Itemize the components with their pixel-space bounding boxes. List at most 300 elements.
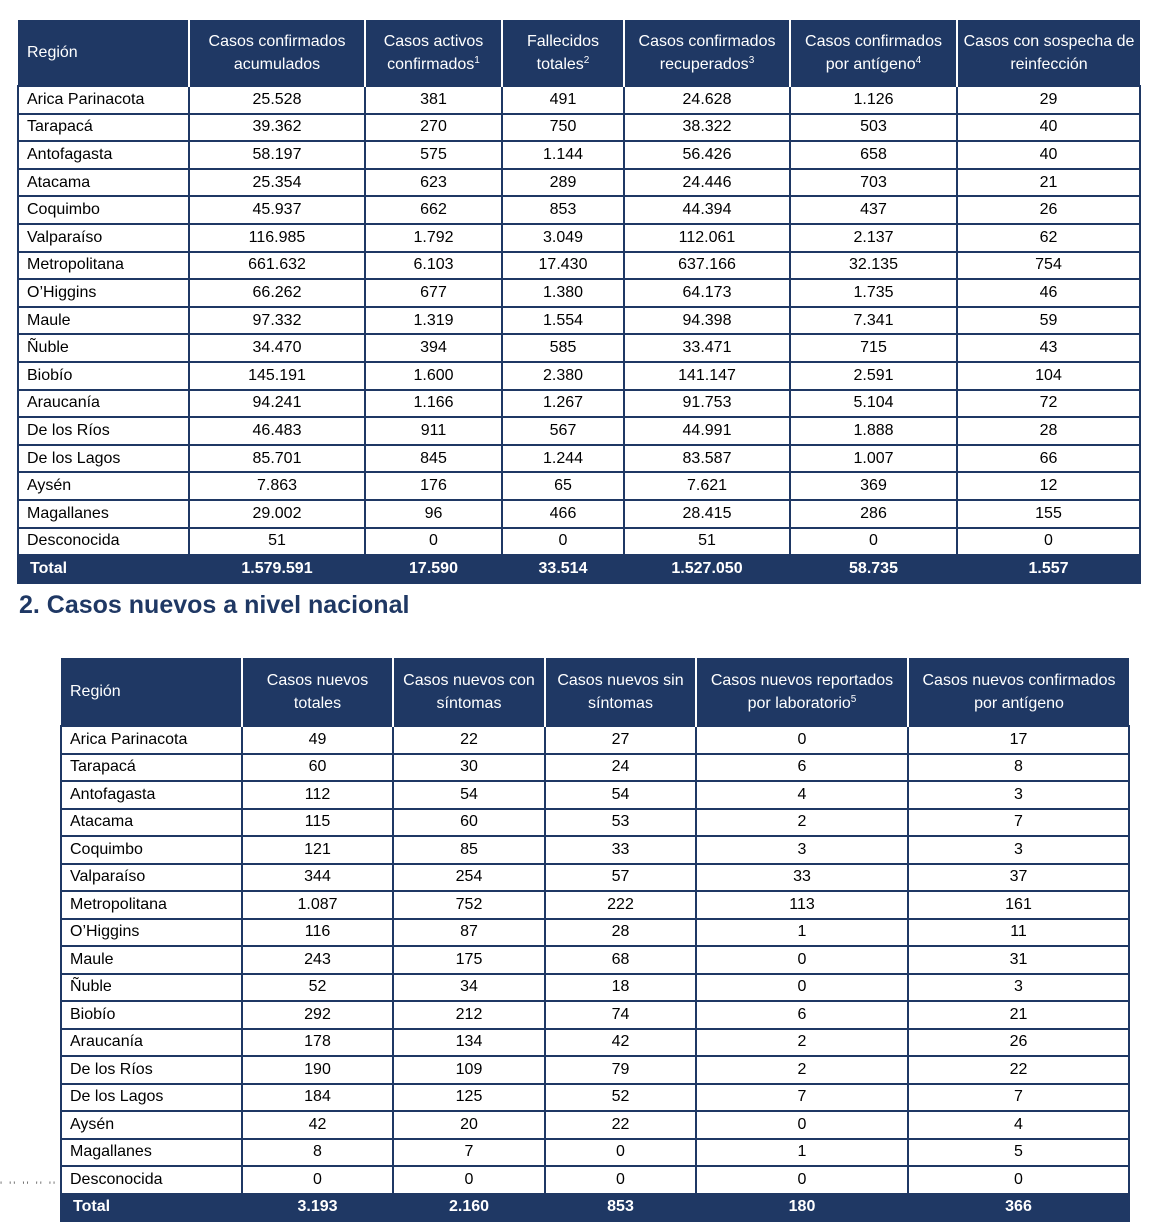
value-cell: 59 (957, 307, 1140, 335)
column-header (696, 658, 908, 726)
value-cell: 49 (242, 726, 393, 754)
column-header (957, 20, 1140, 86)
footnote-marker: 2 (583, 54, 590, 66)
region-cell: Magallanes (61, 1139, 242, 1167)
value-cell: 26 (957, 196, 1140, 224)
value-cell: 178 (242, 1029, 393, 1057)
value-cell: 56.426 (624, 141, 790, 169)
table-row (18, 307, 1140, 335)
table-row (18, 169, 1140, 197)
value-cell: 662 (365, 196, 502, 224)
table-row (18, 500, 1140, 528)
value-cell: 116.985 (189, 224, 365, 252)
table-row (18, 252, 1140, 280)
table-header-row (61, 658, 1129, 726)
table-row (61, 864, 1129, 892)
value-cell: 145.191 (189, 362, 365, 390)
value-cell: 42 (242, 1111, 393, 1139)
column-header-region (61, 658, 242, 726)
value-cell: 60 (242, 754, 393, 782)
value-cell: 394 (365, 334, 502, 362)
value-cell: 51 (624, 528, 790, 556)
column-header (365, 20, 502, 86)
value-cell: 344 (242, 864, 393, 892)
value-cell: 270 (365, 114, 502, 142)
region-cell: Tarapacá (61, 754, 242, 782)
total-value: 1.579.591 (189, 555, 365, 583)
value-cell: 43 (957, 334, 1140, 362)
value-cell: 1.600 (365, 362, 502, 390)
value-cell: 44.991 (624, 417, 790, 445)
value-cell: 12 (957, 472, 1140, 500)
value-cell: 466 (502, 500, 624, 528)
value-cell: 0 (957, 528, 1140, 556)
footnote-cut-off: ' '' '' '' '' (0, 1180, 58, 1192)
value-cell: 141.147 (624, 362, 790, 390)
value-cell: 11 (908, 919, 1129, 947)
value-cell: 7 (393, 1139, 545, 1167)
value-cell: 3 (908, 836, 1129, 864)
value-cell: 2.380 (502, 362, 624, 390)
column-header (624, 20, 790, 86)
column-header (242, 658, 393, 726)
table-row (61, 1139, 1129, 1167)
value-cell: 2 (696, 809, 908, 837)
value-cell: 6 (696, 1001, 908, 1029)
region-cell: Magallanes (18, 500, 189, 528)
value-cell: 27 (545, 726, 696, 754)
total-value: 2.160 (393, 1194, 545, 1222)
value-cell: 52 (242, 974, 393, 1002)
column-header-label: Fallecidos totales (526, 32, 600, 73)
value-cell: 289 (502, 169, 624, 197)
value-cell: 1.244 (502, 445, 624, 473)
value-cell: 25.354 (189, 169, 365, 197)
value-cell: 7.621 (624, 472, 790, 500)
region-cell: Valparaíso (18, 224, 189, 252)
value-cell: 254 (393, 864, 545, 892)
value-cell: 243 (242, 946, 393, 974)
value-cell: 715 (790, 334, 957, 362)
table-row (18, 445, 1140, 473)
value-cell: 52 (545, 1084, 696, 1112)
value-cell: 94.241 (189, 390, 365, 418)
column-header-label: Región (70, 683, 121, 700)
value-cell: 112 (242, 781, 393, 809)
value-cell: 94.398 (624, 307, 790, 335)
value-cell: 65 (502, 472, 624, 500)
table-row (61, 1084, 1129, 1112)
column-header (189, 20, 365, 86)
value-cell: 161 (908, 891, 1129, 919)
value-cell: 845 (365, 445, 502, 473)
total-value: 180 (696, 1194, 908, 1222)
region-cell: Desconocida (61, 1166, 242, 1194)
new-cases-table (60, 658, 1130, 1222)
value-cell: 44.394 (624, 196, 790, 224)
value-cell: 53 (545, 809, 696, 837)
value-cell: 33 (545, 836, 696, 864)
value-cell: 1.087 (242, 891, 393, 919)
region-cell: Araucanía (61, 1029, 242, 1057)
value-cell: 7.341 (790, 307, 957, 335)
region-cell: Antofagasta (61, 781, 242, 809)
value-cell: 0 (696, 726, 908, 754)
region-cell: Coquimbo (61, 836, 242, 864)
value-cell: 58.197 (189, 141, 365, 169)
value-cell: 104 (957, 362, 1140, 390)
value-cell: 33 (696, 864, 908, 892)
value-cell: 83.587 (624, 445, 790, 473)
column-header-label: Casos nuevos totales (266, 671, 369, 712)
value-cell: 79 (545, 1056, 696, 1084)
value-cell: 112.061 (624, 224, 790, 252)
table-row (18, 334, 1140, 362)
value-cell: 57 (545, 864, 696, 892)
value-cell: 1.007 (790, 445, 957, 473)
region-cell: Arica Parinacota (61, 726, 242, 754)
value-cell: 0 (696, 1111, 908, 1139)
value-cell: 0 (502, 528, 624, 556)
total-value: 58.735 (790, 555, 957, 583)
value-cell: 60 (393, 809, 545, 837)
value-cell: 85 (393, 836, 545, 864)
value-cell: 68 (545, 946, 696, 974)
column-header-label: Casos confirmados acumulados (208, 32, 346, 73)
table-row (18, 196, 1140, 224)
value-cell: 0 (242, 1166, 393, 1194)
table-row (18, 417, 1140, 445)
value-cell: 91.753 (624, 390, 790, 418)
region-cell: De los Ríos (18, 417, 189, 445)
value-cell: 46.483 (189, 417, 365, 445)
value-cell: 567 (502, 417, 624, 445)
value-cell: 2 (696, 1029, 908, 1057)
value-cell: 853 (502, 196, 624, 224)
column-header (908, 658, 1129, 726)
column-header-label: Casos confirmados por antígeno (805, 32, 942, 73)
section-title: 2. Casos nuevos a nivel nacional (19, 591, 410, 619)
value-cell: 62 (957, 224, 1140, 252)
footnote-marker: 4 (915, 54, 922, 66)
footnote-marker: 1 (474, 54, 480, 66)
region-cell: Desconocida (18, 528, 189, 556)
table-row (61, 781, 1129, 809)
value-cell: 97.332 (189, 307, 365, 335)
value-cell: 190 (242, 1056, 393, 1084)
value-cell: 1 (696, 1139, 908, 1167)
value-cell: 113 (696, 891, 908, 919)
value-cell: 381 (365, 86, 502, 114)
value-cell: 0 (545, 1139, 696, 1167)
value-cell: 18 (545, 974, 696, 1002)
value-cell: 40 (957, 114, 1140, 142)
value-cell: 24 (545, 754, 696, 782)
value-cell: 7 (908, 809, 1129, 837)
region-cell: Valparaíso (61, 864, 242, 892)
value-cell: 677 (365, 279, 502, 307)
value-cell: 155 (957, 500, 1140, 528)
column-header (393, 658, 545, 726)
value-cell: 222 (545, 891, 696, 919)
region-cell: Coquimbo (18, 196, 189, 224)
accumulated-cases-table (17, 20, 1141, 584)
value-cell: 286 (790, 500, 957, 528)
table-row (61, 726, 1129, 754)
value-cell: 6 (696, 754, 908, 782)
table-row (18, 528, 1140, 556)
table-row (61, 891, 1129, 919)
value-cell: 5 (908, 1139, 1129, 1167)
region-cell: O’Higgins (61, 919, 242, 947)
value-cell: 3 (908, 781, 1129, 809)
value-cell: 34.470 (189, 334, 365, 362)
table-row (61, 1029, 1129, 1057)
region-cell: De los Lagos (18, 445, 189, 473)
value-cell: 121 (242, 836, 393, 864)
value-cell: 175 (393, 946, 545, 974)
table-row (18, 141, 1140, 169)
total-label: Total (18, 555, 189, 583)
value-cell: 911 (365, 417, 502, 445)
column-header-label: Casos activos confirmados (383, 32, 484, 73)
value-cell: 750 (502, 114, 624, 142)
region-cell: Ñuble (61, 974, 242, 1002)
value-cell: 17.430 (502, 252, 624, 280)
value-cell: 74 (545, 1001, 696, 1029)
value-cell: 2 (696, 1056, 908, 1084)
column-header-region (18, 20, 189, 86)
value-cell: 0 (393, 1166, 545, 1194)
region-cell: De los Lagos (61, 1084, 242, 1112)
value-cell: 8 (908, 754, 1129, 782)
value-cell: 7 (696, 1084, 908, 1112)
value-cell: 1.267 (502, 390, 624, 418)
value-cell: 38.322 (624, 114, 790, 142)
footnote-marker: 5 (850, 693, 857, 705)
table-row (61, 1111, 1129, 1139)
value-cell: 7.863 (189, 472, 365, 500)
table-header-row (18, 20, 1140, 86)
value-cell: 437 (790, 196, 957, 224)
total-value: 1.557 (957, 555, 1140, 583)
value-cell: 0 (696, 1166, 908, 1194)
value-cell: 66 (957, 445, 1140, 473)
region-cell: Arica Parinacota (18, 86, 189, 114)
value-cell: 1.126 (790, 86, 957, 114)
total-value: 366 (908, 1194, 1129, 1222)
total-value: 3.193 (242, 1194, 393, 1222)
value-cell: 20 (393, 1111, 545, 1139)
total-row (18, 555, 1140, 583)
value-cell: 87 (393, 919, 545, 947)
value-cell: 1 (696, 919, 908, 947)
table-row (61, 946, 1129, 974)
column-header (545, 658, 696, 726)
footnote-marker: 3 (748, 54, 755, 66)
value-cell: 3.049 (502, 224, 624, 252)
value-cell: 503 (790, 114, 957, 142)
total-row (61, 1194, 1129, 1222)
value-cell: 1.554 (502, 307, 624, 335)
value-cell: 585 (502, 334, 624, 362)
value-cell: 658 (790, 141, 957, 169)
value-cell: 116 (242, 919, 393, 947)
table-row (61, 1056, 1129, 1084)
table-row (61, 809, 1129, 837)
value-cell: 40 (957, 141, 1140, 169)
region-cell: Antofagasta (18, 141, 189, 169)
region-cell: Biobío (18, 362, 189, 390)
value-cell: 0 (696, 946, 908, 974)
region-cell: Metropolitana (61, 891, 242, 919)
table-row (18, 362, 1140, 390)
value-cell: 1.792 (365, 224, 502, 252)
value-cell: 28.415 (624, 500, 790, 528)
value-cell: 29 (957, 86, 1140, 114)
value-cell: 32.135 (790, 252, 957, 280)
region-cell: Tarapacá (18, 114, 189, 142)
region-cell: O’Higgins (18, 279, 189, 307)
region-cell: Ñuble (18, 334, 189, 362)
value-cell: 37 (908, 864, 1129, 892)
value-cell: 3 (696, 836, 908, 864)
region-cell: Atacama (61, 809, 242, 837)
table-row (61, 919, 1129, 947)
value-cell: 29.002 (189, 500, 365, 528)
value-cell: 51 (189, 528, 365, 556)
value-cell: 8 (242, 1139, 393, 1167)
value-cell: 2.137 (790, 224, 957, 252)
column-header-label: Casos confirmados recuperados (638, 32, 776, 73)
value-cell: 0 (365, 528, 502, 556)
value-cell: 115 (242, 809, 393, 837)
table-row (18, 390, 1140, 418)
total-value: 17.590 (365, 555, 502, 583)
value-cell: 25.528 (189, 86, 365, 114)
value-cell: 42 (545, 1029, 696, 1057)
region-cell: Biobío (61, 1001, 242, 1029)
value-cell: 109 (393, 1056, 545, 1084)
value-cell: 292 (242, 1001, 393, 1029)
region-cell: Metropolitana (18, 252, 189, 280)
region-cell: Maule (18, 307, 189, 335)
total-value: 33.514 (502, 555, 624, 583)
table-row (18, 224, 1140, 252)
value-cell: 28 (957, 417, 1140, 445)
region-cell: Aysén (61, 1111, 242, 1139)
table-row (61, 1001, 1129, 1029)
value-cell: 54 (545, 781, 696, 809)
value-cell: 3 (908, 974, 1129, 1002)
value-cell: 6.103 (365, 252, 502, 280)
value-cell: 22 (545, 1111, 696, 1139)
column-header-label: Casos nuevos reportados por laboratorio (710, 671, 894, 712)
value-cell: 22 (908, 1056, 1129, 1084)
value-cell: 21 (957, 169, 1140, 197)
value-cell: 22 (393, 726, 545, 754)
value-cell: 661.632 (189, 252, 365, 280)
value-cell: 85.701 (189, 445, 365, 473)
value-cell: 31 (908, 946, 1129, 974)
region-cell: Araucanía (18, 390, 189, 418)
value-cell: 72 (957, 390, 1140, 418)
column-header-label: Región (27, 44, 78, 61)
value-cell: 28 (545, 919, 696, 947)
value-cell: 54 (393, 781, 545, 809)
value-cell: 212 (393, 1001, 545, 1029)
value-cell: 752 (393, 891, 545, 919)
value-cell: 64.173 (624, 279, 790, 307)
value-cell: 1.735 (790, 279, 957, 307)
value-cell: 39.362 (189, 114, 365, 142)
value-cell: 2.591 (790, 362, 957, 390)
value-cell: 1.144 (502, 141, 624, 169)
value-cell: 703 (790, 169, 957, 197)
column-header (790, 20, 957, 86)
value-cell: 4 (908, 1111, 1129, 1139)
value-cell: 33.471 (624, 334, 790, 362)
value-cell: 46 (957, 279, 1140, 307)
value-cell: 66.262 (189, 279, 365, 307)
table-row (61, 974, 1129, 1002)
value-cell: 491 (502, 86, 624, 114)
column-header-label: Casos nuevos sin síntomas (557, 671, 684, 712)
value-cell: 637.166 (624, 252, 790, 280)
total-value: 1.527.050 (624, 555, 790, 583)
value-cell: 34 (393, 974, 545, 1002)
column-header (502, 20, 624, 86)
value-cell: 21 (908, 1001, 1129, 1029)
value-cell: 96 (365, 500, 502, 528)
value-cell: 369 (790, 472, 957, 500)
value-cell: 26 (908, 1029, 1129, 1057)
value-cell: 184 (242, 1084, 393, 1112)
region-cell: De los Ríos (61, 1056, 242, 1084)
value-cell: 1.319 (365, 307, 502, 335)
table-row (18, 472, 1140, 500)
region-cell: Aysén (18, 472, 189, 500)
value-cell: 5.104 (790, 390, 957, 418)
column-header-label: Casos con sospecha de reinfección (963, 32, 1135, 73)
value-cell: 1.166 (365, 390, 502, 418)
table-row (61, 836, 1129, 864)
value-cell: 24.446 (624, 169, 790, 197)
value-cell: 0 (790, 528, 957, 556)
value-cell: 134 (393, 1029, 545, 1057)
total-label: Total (61, 1194, 242, 1222)
value-cell: 30 (393, 754, 545, 782)
value-cell: 7 (908, 1084, 1129, 1112)
value-cell: 623 (365, 169, 502, 197)
region-cell: Maule (61, 946, 242, 974)
total-value: 853 (545, 1194, 696, 1222)
table-row (18, 86, 1140, 114)
value-cell: 1.380 (502, 279, 624, 307)
column-header-label: Casos nuevos confirmados por antígeno (922, 671, 1116, 712)
value-cell: 45.937 (189, 196, 365, 224)
value-cell: 754 (957, 252, 1140, 280)
value-cell: 0 (545, 1166, 696, 1194)
table-row (18, 114, 1140, 142)
table-row (18, 279, 1140, 307)
region-cell: Atacama (18, 169, 189, 197)
value-cell: 4 (696, 781, 908, 809)
table-row (61, 754, 1129, 782)
value-cell: 24.628 (624, 86, 790, 114)
value-cell: 0 (696, 974, 908, 1002)
value-cell: 575 (365, 141, 502, 169)
